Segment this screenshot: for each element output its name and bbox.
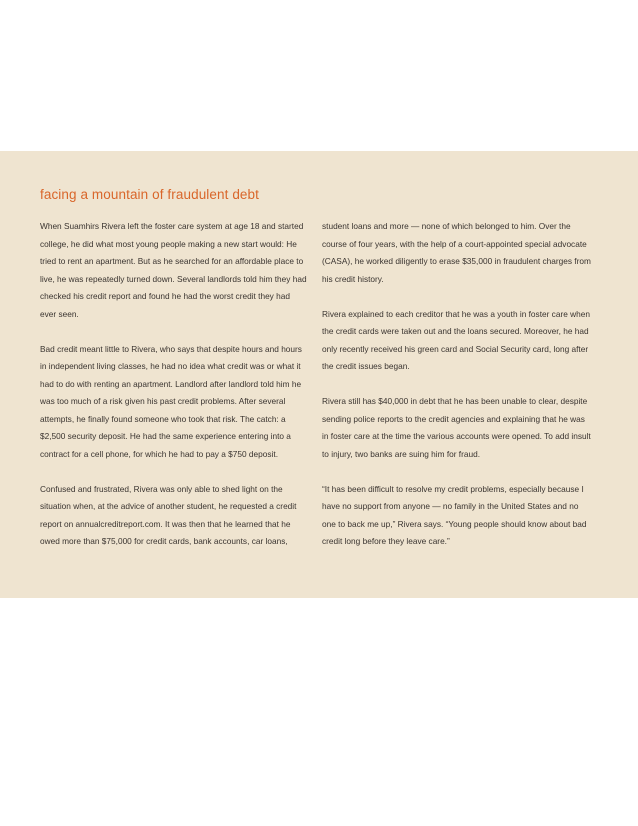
- left-column: [40, 218, 308, 568]
- article-heading: facing a mountain of fraudulent debt: [40, 187, 259, 202]
- paragraph: When Suamhirs Rivera left the foster care system at age 18 and started college, he did what most young people making a new start would: He tried to rent an apartment. But as he searched for an affordable place to live, he was repeatedly turned down. Several landlords told him they had checked his credit report and found he had the worst credit they had ever seen.: [40, 221, 307, 319]
- paragraph: Rivera still has $40,000 in debt that he has been unable to clear, despite sending police reports to the credit agencies and explaining that he was in foster care at the time the various accounts were opened. To add insult to injury, two banks are suing him for fraud.: [322, 396, 591, 459]
- paragraph: Confused and frustrated, Rivera was only able to shed light on the situation when, at the advice of another student, he requested a credit report on annualcreditreport.com. It was then that he learned that he owed more than $75,000 for credit cards, bank accounts, car loans,: [40, 483, 297, 546]
- paragraph: Rivera explained to each creditor that he was a youth in foster care when the credit cards were taken out and the loans secured. Moreover, he had only recently received his green card and Social Security card, long after the credit issues began.: [322, 308, 590, 371]
- paragraph: “It has been difficult to resolve my credit problems, especially because I have no support from anyone — no family in the United States and no one to back me up,” Rivera says. “Young people should know about bad credit long before they leave care.”: [322, 483, 587, 546]
- paragraph: student loans and more — none of which belonged to him. Over the course of four years, with the help of a court-appointed special advocate (CASA), he worked diligently to erase $35,000 in fraudulent charges from his credit history.: [322, 221, 591, 284]
- paragraph: Bad credit meant little to Rivera, who says that despite hours and hours in independent living classes, he had no idea what credit was or what it had to do with renting an apartment. Landlord after landlord told him he was too much of a risk given his past credit problems. After several attempts, he finally found someone who took that risk. The catch: a $2,500 security deposit. He had the same experience entering into a contract for a cell phone, for which he had to pay a $750 deposit.: [40, 343, 302, 459]
- right-column: [322, 218, 592, 568]
